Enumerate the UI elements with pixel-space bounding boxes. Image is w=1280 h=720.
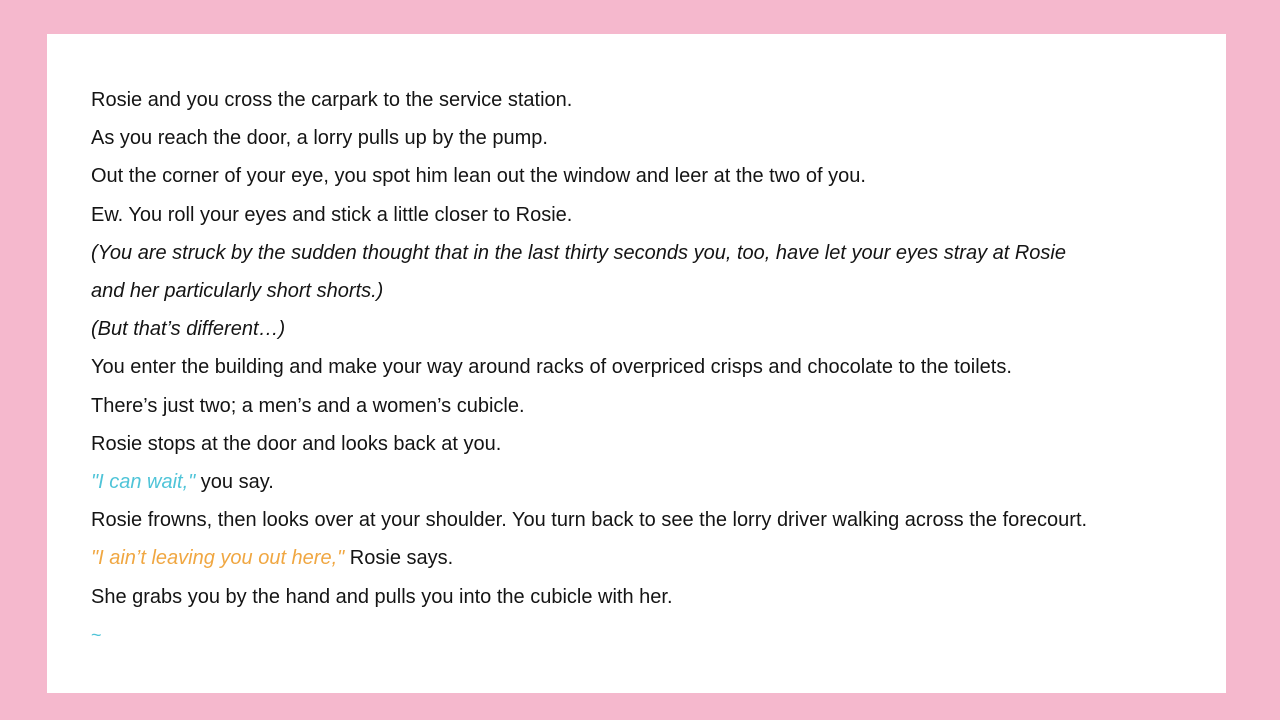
story-line-1: Rosie and you cross the carpark to the service station. bbox=[91, 89, 573, 111]
story-line-9: There’s just two; a men’s and a women’s cubicle. bbox=[91, 394, 525, 417]
rosie-speech-tag: Rosie says. bbox=[344, 547, 454, 570]
inner-thought-line-1: (You are struck by the sudden thought that in the last thirty seconds you, too, have let your eyes stray at Rosie bbox=[91, 241, 1066, 264]
story-line-12: Rosie frowns, then looks over at your shoulder. You turn back to see the lorry driver walking across the forecourt. bbox=[91, 509, 1088, 532]
story-line-14: She grabs you by the hand and pulls you into the cubicle with her. bbox=[91, 585, 673, 608]
dialogue-rosie-line bbox=[91, 539, 1206, 577]
player-speech-tag: you say. bbox=[195, 471, 274, 494]
dialogue-player-line bbox=[91, 463, 1206, 501]
inner-thought-line-2: and her particularly short shorts.) bbox=[91, 280, 384, 303]
story-line-3: Out the corner of your eye, you spot him lean out the window and leer at the two of you. bbox=[91, 165, 866, 188]
story-line-2: As you reach the door, a lorry pulls up by the pump. bbox=[91, 127, 548, 150]
rosie-speech: "I ain’t leaving you out here," bbox=[91, 547, 345, 570]
story-line-4: Ew. You roll your eyes and stick a little closer to Rosie. bbox=[91, 203, 573, 226]
inner-thought-line-3: (But that’s different…) bbox=[91, 318, 286, 341]
story-text bbox=[91, 81, 1206, 654]
scene-break-tilde: ~ bbox=[91, 624, 102, 645]
player-speech: "I can wait," bbox=[91, 471, 196, 494]
story-panel bbox=[47, 34, 1226, 693]
story-line-8: You enter the building and make your way around racks of overpriced crisps and chocolate to the toilets. bbox=[91, 356, 1012, 379]
story-line-10: Rosie stops at the door and looks back at you. bbox=[91, 432, 502, 455]
